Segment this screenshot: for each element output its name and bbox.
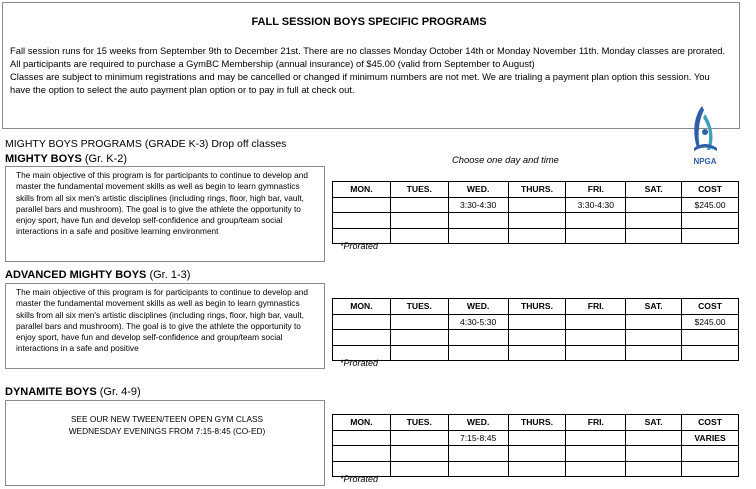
schedule-row: [333, 197, 739, 213]
day-header: MON.: [333, 182, 391, 198]
section-name: ADVANCED MIGHTY BOYS: [5, 269, 147, 281]
prorated-note: *Prorated: [340, 474, 379, 484]
day-header: TUES.: [390, 299, 448, 315]
schedule-cell: [626, 461, 682, 477]
open-gym-schedule-line: WEDNESDAY EVENINGS FROM 7:15-8:45 (CO-ED): [68, 426, 266, 436]
schedule-row: [333, 461, 739, 477]
schedule-cell: [390, 461, 448, 477]
schedule-cell: [508, 330, 566, 346]
schedule-table-advanced-mighty-boys: [332, 298, 739, 361]
day-header: TUES.: [390, 182, 448, 198]
session-info-text: [10, 44, 730, 96]
cost-cell: [682, 461, 739, 477]
schedule-cell[interactable]: 4:30-5:30: [448, 314, 508, 330]
schedule-cell: [566, 430, 626, 446]
schedule-cell: [390, 330, 448, 346]
cost-cell: [682, 446, 739, 462]
schedule-cell: [508, 314, 566, 330]
schedule-cell: [626, 330, 682, 346]
schedule-cell: [508, 197, 566, 213]
cost-cell: [682, 345, 739, 361]
schedule-table-mighty-boys: [332, 181, 739, 244]
section-grade: (Gr. 4-9): [99, 386, 141, 398]
schedule-header-row: [333, 299, 739, 315]
schedule-cell: [390, 213, 448, 229]
schedule-cell: [566, 330, 626, 346]
schedule-cell: [390, 228, 448, 244]
day-header: TUES.: [390, 415, 448, 431]
schedule-cell: [626, 314, 682, 330]
schedule-cell: [508, 228, 566, 244]
cost-header: COST: [682, 415, 739, 431]
schedule-cell: [626, 213, 682, 229]
schedule-cell: [390, 446, 448, 462]
prorated-note: *Prorated: [340, 241, 379, 251]
cost-cell: $245.00: [682, 314, 739, 330]
day-header: THURS.: [508, 299, 566, 315]
day-header: WED.: [448, 182, 508, 198]
schedule-cell: [448, 345, 508, 361]
logo-text: NPGA: [693, 157, 717, 166]
schedule-cell: [566, 213, 626, 229]
cost-header: COST: [682, 182, 739, 198]
section-grade: (Gr. 1-3): [149, 269, 191, 281]
schedule-cell[interactable]: 3:30-4:30: [448, 197, 508, 213]
schedule-cell: [333, 446, 391, 462]
registration-text: Classes are subject to minimum registrations and may be cancelled or changed if minimum numbers are not met. We are trialing a payment plan option this session. You have the option to select the auto payment plan option or to pay in full at check out.: [10, 71, 710, 95]
open-gym-line: SEE OUR NEW TWEEN/TEEN OPEN GYM CLASS: [70, 414, 264, 424]
session-dates-text: Fall session runs for 15 weeks from September 9th to December 21st. There are no classes Monday October 14th or Monday November 11th. Monday classes are prorated.: [10, 45, 726, 56]
schedule-cell: [566, 314, 626, 330]
section-title-dynamite-boys: [5, 386, 141, 398]
schedule-row: [333, 430, 739, 446]
schedule-cell: [626, 430, 682, 446]
schedule-cell: [566, 345, 626, 361]
npga-logo-icon: [688, 104, 722, 168]
schedule-cell: [390, 430, 448, 446]
schedule-cell: [333, 430, 391, 446]
prorated-note: *Prorated: [340, 358, 379, 368]
schedule-cell: [333, 213, 391, 229]
schedule-cell: [333, 314, 391, 330]
cost-cell: [682, 228, 739, 244]
schedule-cell: [566, 461, 626, 477]
schedule-cell: [508, 345, 566, 361]
description-box-dynamite-boys: [5, 400, 325, 486]
membership-text: All participants are required to purchase a GymBC Membership (annual insurance) of $45.00 (valid from September to August): [10, 58, 535, 69]
day-header: MON.: [333, 415, 391, 431]
schedule-row: [333, 330, 739, 346]
schedule-cell: [508, 430, 566, 446]
schedule-header-row: [333, 415, 739, 431]
day-header: SAT.: [626, 182, 682, 198]
schedule-cell: [566, 446, 626, 462]
day-header: MON.: [333, 299, 391, 315]
schedule-cell: [448, 461, 508, 477]
day-header: WED.: [448, 299, 508, 315]
section-name: MIGHTY BOYS: [5, 153, 82, 165]
cost-cell: [682, 330, 739, 346]
schedule-row: [333, 314, 739, 330]
day-header: WED.: [448, 415, 508, 431]
day-header: THURS.: [508, 182, 566, 198]
schedule-cell[interactable]: 3:30-4:30: [566, 197, 626, 213]
schedule-cell: [390, 345, 448, 361]
schedule-cell: [508, 446, 566, 462]
cost-cell: VARIES: [682, 430, 739, 446]
description-box-advanced-mighty-boys: The main objective of this program is for participants to continue to develop and master the fundamental movement skills as well as begin to learn gymnastics skills from all six men's artistic disciplines (including rings, floor, high bar, vault, parallel bars and mushroom). The goal is to give the athlete the opportunity to enjoy sport, have fun and develop self-confidence and group/team social interactions in a safe and positive: [5, 283, 325, 369]
schedule-cell: [508, 213, 566, 229]
cost-header: COST: [682, 299, 739, 315]
day-header: FRI.: [566, 182, 626, 198]
schedule-cell: [626, 228, 682, 244]
schedule-cell: [566, 228, 626, 244]
schedule-cell: [448, 228, 508, 244]
day-header: SAT.: [626, 299, 682, 315]
cost-cell: [682, 213, 739, 229]
choose-note: Choose one day and time: [452, 154, 559, 165]
schedule-cell: [333, 197, 391, 213]
schedule-table-dynamite-boys: [332, 414, 739, 477]
cost-cell: $245.00: [682, 197, 739, 213]
schedule-cell: [448, 446, 508, 462]
schedule-cell: [626, 446, 682, 462]
schedule-row: [333, 446, 739, 462]
schedule-row: [333, 213, 739, 229]
program-heading: MIGHTY BOYS PROGRAMS (GRADE K-3) Drop off classes: [5, 138, 287, 150]
section-grade: (Gr. K-2): [84, 153, 128, 165]
section-name: DYNAMITE BOYS: [5, 386, 97, 398]
schedule-cell: [626, 197, 682, 213]
section-title-mighty-boys: [5, 153, 127, 165]
day-header: SAT.: [626, 415, 682, 431]
schedule-row: [333, 345, 739, 361]
schedule-cell: [390, 197, 448, 213]
page-title: FALL SESSION BOYS SPECIFIC PROGRAMS: [251, 16, 487, 28]
section-title-advanced-mighty-boys: [5, 269, 190, 281]
day-header: FRI.: [566, 299, 626, 315]
schedule-cell[interactable]: 7:15-8:45: [448, 430, 508, 446]
schedule-cell: [508, 461, 566, 477]
schedule-cell: [448, 330, 508, 346]
schedule-cell: [390, 314, 448, 330]
description-box-mighty-boys: The main objective of this program is for participants to continue to develop and master the fundamental movement skills as well as begin to learn gymnastics skills from all six men's artistic disciplines (including rings, floor, high bar, vault, parallel bars and mushroom). The goal is to give the athlete the opportunity to enjoy sport, have fun and develop self-confidence and group/team social interactions in a safe and positive learning environment: [5, 166, 325, 262]
schedule-row: [333, 228, 739, 244]
day-header: FRI.: [566, 415, 626, 431]
schedule-cell: [448, 213, 508, 229]
day-header: THURS.: [508, 415, 566, 431]
schedule-header-row: [333, 182, 739, 198]
schedule-cell: [333, 330, 391, 346]
schedule-cell: [626, 345, 682, 361]
